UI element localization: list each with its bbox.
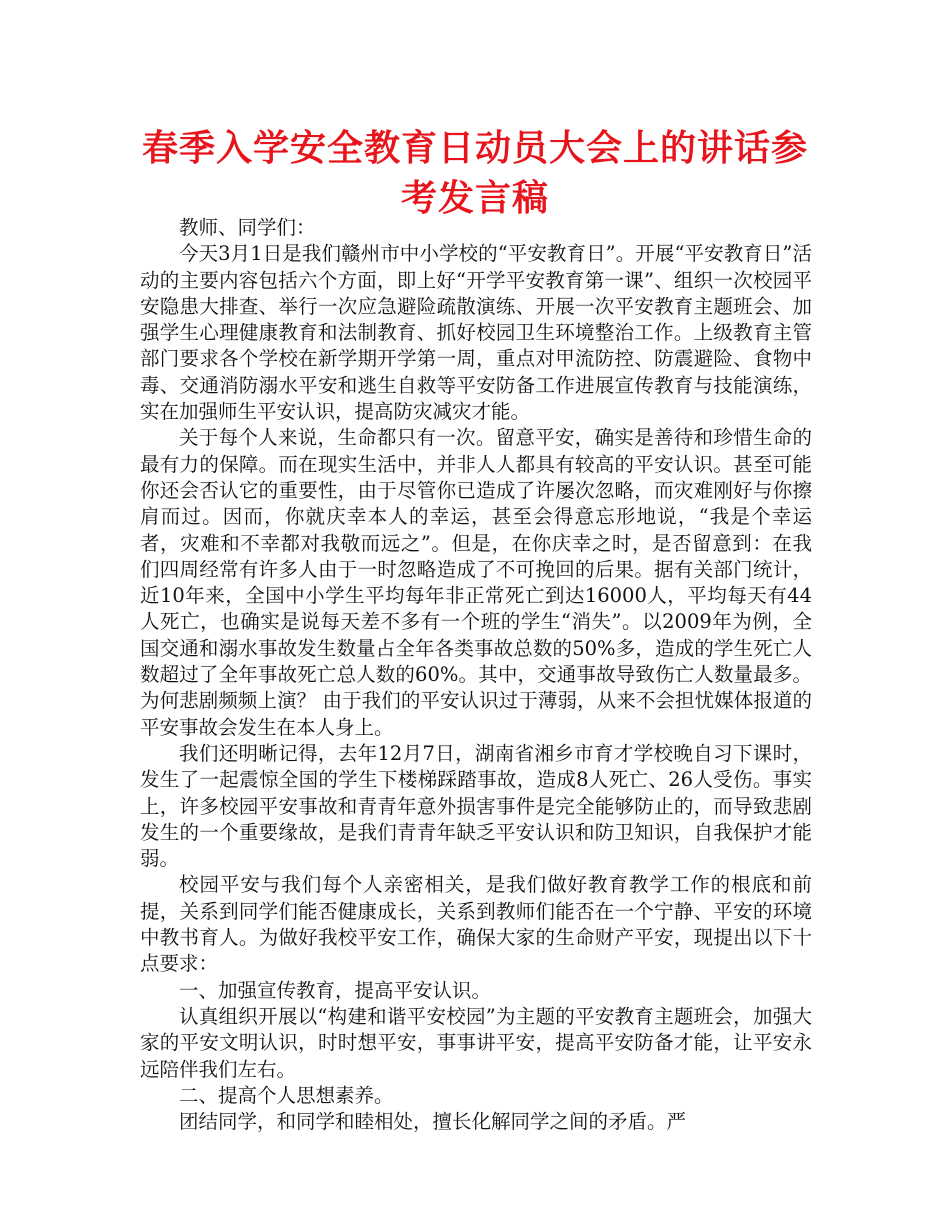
paragraph: 认真组织开展以“构建和谐平安校园”为主题的平安教育主题班会，加强大家的平安文明认识，时时想平安，事事讲平安，提高平安防备才能，让平安永远陪伴我们左右。	[140, 1004, 812, 1081]
paragraph: 校园平安与我们每个人亲密相关，是我们做好教育教学工作的根底和前提，关系到同学们能否健康成长，关系到教师们能否在一个宁静、平安的环境中教书育人。为做好我校平安工作，确保大家的生命财产平安，现提出以下十点要求：	[140, 873, 812, 976]
paragraph: 关于每个人来说，生命都只有一次。留意平安，确实是善待和珍惜生命的最有力的保障。而在现实生活中，并非人人都具有较高的平安认识。甚至可能你还会否认它的重要性，由于尽管你已造成了许屡次忽略，而灾难刚好与你擦肩而过。因而，你就庆幸本人的幸运，甚至会得意忘形地说，“我是个幸运者，灾难和不幸都对我敬而远之”。但是，在你庆幸之时，是否留意到：在我们四周经常有许多人由于一时忽略造成了不可挽回的后果。据有关部门统计，近10年来，全国中小学生平均每年非正常死亡到达16000人，平均每天有44人死亡，也确实是说每天差不多有一个班的学生“消失”。以2009年为例，全国交通和溺水事故发生数量占全年各类事故总数的50%多，造成的学生死亡人数超过了全年事故死亡总人数的60%。其中，交通事故导致伤亡人数量最多。为何悲剧频频上演？ 由于我们的平安认识过于薄弱，从来不会担忧媒体报道的平安事故会发生在本人身上。	[140, 426, 812, 739]
document-title: 春季入学安全教育日动员大会上的讲话参考发言稿	[141, 128, 808, 219]
document-body	[140, 215, 812, 1135]
section-heading: 二、提高个人思想素养。	[179, 1083, 394, 1107]
paragraph: 我们还明晰记得，去年12月7日，湖南省湘乡市育才学校晚自习下课时，发生了一起震惊全国的学生下楼梯踩踏事故，造成8人死亡、26人受伤。事实上，许多校园平安事故和青青年意外损害事件是完全能够防止的，而导致悲剧发生的一个重要缘故，是我们青青年缺乏平安认识和防卫知识，自我保护才能弱。	[140, 741, 812, 871]
paragraph: 团结同学，和同学和睦相处，擅长化解同学之间的矛盾。严	[179, 1110, 687, 1134]
section-heading: 一、加强宣传教育，提高平安认识。	[179, 978, 492, 1002]
salutation: 教师、同学们：	[179, 216, 316, 239]
paragraph: 今天3月1日是我们赣州市中小学校的“平安教育日”。开展“平安教育日”活动的主要内容包括六个方面，即上好“开学平安教育第一课”、组织一次校园平安隐患大排查、举行一次应急避险疏散演练、开展一次平安教育主题班会、加强学生心理健康教育和法制教育、抓好校园卫生环境整治工作。上级教育主管部门要求各个学校在新学期开学第一周，重点对甲流防控、防震避险、食物中毒、交通消防溺水平安和逃生自救等平安防备工作进展宣传教育与技能演练，实在加强师生平安认识，提高防灾减灾才能。	[140, 242, 812, 424]
